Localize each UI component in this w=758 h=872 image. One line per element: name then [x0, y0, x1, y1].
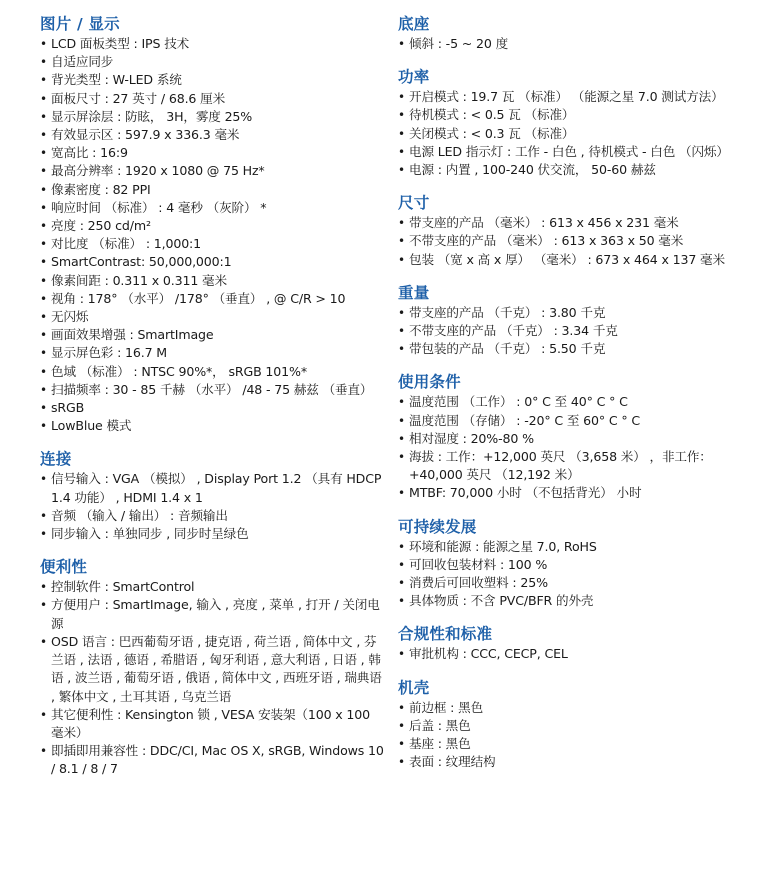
spec-item: • 像素密度 : 82 PPI	[40, 181, 386, 199]
spec-list	[398, 393, 743, 502]
spec-section	[398, 624, 743, 663]
spec-item: • 审批机构 : CCC, CECP, CEL	[398, 645, 743, 663]
spec-item: • 带支座的产品 （毫米） : 613 x 456 x 231 毫米	[398, 214, 743, 232]
spec-item: • 背光类型 : W-LED 系统	[40, 71, 386, 89]
section-title: 功率	[398, 68, 430, 87]
spec-column-right	[398, 14, 743, 785]
spec-list	[398, 645, 743, 663]
spec-item: • 音频 （输入 / 输出） : 音频输出	[40, 507, 386, 525]
spec-list	[40, 470, 386, 543]
spec-item: • 消费后可回收塑料 : 25%	[398, 574, 743, 592]
section-title: 合规性和标准	[398, 625, 493, 644]
spec-item: • MTBF: 70,000 小时 （不包括背光） 小时	[398, 484, 743, 502]
section-title: 连接	[40, 450, 72, 469]
spec-list	[398, 88, 743, 179]
spec-item: • OSD 语言 : 巴西葡萄牙语 , 捷克语 , 荷兰语 , 简体中文 , 芬兰语 , 法语 , 德语 , 希腊语 , 匈牙利语 , 意大利语 , 日语 , 韩语 , 波兰语 , 葡萄牙语 , 俄语 , 简体中文 , 西班牙语 , 瑞典语 , 繁体中文 , 土耳其语 , 乌克兰语	[40, 633, 386, 706]
spec-section	[398, 372, 743, 502]
spec-item: • 环境和能源 : 能源之星 7.0, RoHS	[398, 538, 743, 556]
section-title: 重量	[398, 283, 430, 302]
spec-column-left	[40, 14, 386, 793]
spec-item: • 带支座的产品 （千克） : 3.80 千克	[398, 304, 743, 322]
spec-list	[398, 699, 743, 772]
spec-item: • 前边框 : 黑色	[398, 699, 743, 717]
spec-item: • 倾斜 : -5 ~ 20 度	[398, 35, 743, 53]
spec-item: • 面板尺寸 : 27 英寸 / 68.6 厘米	[40, 90, 386, 108]
spec-item: • 带包装的产品 （千克） : 5.50 千克	[398, 340, 743, 358]
spec-section	[398, 14, 743, 53]
spec-list	[398, 214, 743, 269]
spec-section	[40, 449, 386, 543]
spec-item: • 响应时间 （标准） : 4 毫秒 （灰阶） *	[40, 199, 386, 217]
spec-item: • 具体物质 : 不含 PVC/BFR 的外壳	[398, 592, 743, 610]
spec-item: • 关闭模式 : < 0.3 瓦 （标准）	[398, 125, 743, 143]
section-title: 尺寸	[398, 194, 430, 213]
spec-list	[398, 304, 743, 359]
section-title: 便利性	[40, 558, 88, 577]
spec-item: • 相对湿度 : 20%-80 %	[398, 430, 743, 448]
spec-item: • 宽高比 : 16:9	[40, 144, 386, 162]
spec-item: • 不带支座的产品 （千克） : 3.34 千克	[398, 322, 743, 340]
spec-item: • 电源 : 内置 , 100-240 伏交流， 50-60 赫兹	[398, 161, 743, 179]
spec-section	[398, 283, 743, 359]
spec-item: • 亮度 : 250 cd/m²	[40, 217, 386, 235]
spec-item: • 基座 : 黑色	[398, 735, 743, 753]
spec-list	[398, 538, 743, 611]
spec-item: • 对比度 （标准） : 1,000:1	[40, 235, 386, 253]
spec-item: • 不带支座的产品 （毫米） : 613 x 363 x 50 毫米	[398, 232, 743, 250]
spec-list	[40, 35, 386, 435]
spec-item: • 可回收包装材料 : 100 %	[398, 556, 743, 574]
spec-item: • 表面 : 纹理结构	[398, 753, 743, 771]
spec-item: • LowBlue 模式	[40, 417, 386, 435]
spec-section	[398, 193, 743, 269]
section-title: 可持续发展	[398, 517, 477, 536]
spec-item: • 温度范围 （存储） : -20° C 至 60° C ° C	[398, 412, 743, 430]
spec-item: • 方便用户 : SmartImage, 输入 , 亮度 , 菜单 , 打开 / 关闭电源	[40, 596, 386, 632]
spec-item: • 色域 （标准） : NTSC 90%*， sRGB 101%*	[40, 363, 386, 381]
spec-item: • 海拔 : 工作：+12,000 英尺 （3,658 米） ，非工作：+40,000 英尺 （12,192 米）	[398, 448, 743, 484]
spec-item: • 信号输入 : VGA （模拟） , Display Port 1.2 （具有 HDCP 1.4 功能） , HDMI 1.4 x 1	[40, 470, 386, 506]
spec-item: • 开启模式 : 19.7 瓦 （标准） （能源之星 7.0 测试方法）	[398, 88, 743, 106]
spec-section	[398, 517, 743, 611]
spec-section	[40, 14, 386, 435]
section-title: 机壳	[398, 678, 430, 697]
spec-item: • SmartContrast: 50,000,000:1	[40, 253, 386, 271]
section-title: 底座	[398, 15, 430, 33]
spec-item: • 画面效果增强 : SmartImage	[40, 326, 386, 344]
spec-item: • 有效显示区 : 597.9 x 336.3 毫米	[40, 126, 386, 144]
spec-item: • 后盖 : 黑色	[398, 717, 743, 735]
spec-list	[40, 578, 386, 778]
spec-item: • sRGB	[40, 399, 386, 417]
section-title: 使用条件	[398, 373, 461, 392]
spec-section	[398, 67, 743, 179]
spec-item: • 电源 LED 指示灯 : 工作 - 白色 , 待机模式 - 白色 （闪烁）	[398, 143, 743, 161]
spec-item: • 像素间距 : 0.311 x 0.311 毫米	[40, 272, 386, 290]
spec-item: • 其它便利性 : Kensington 锁 , VESA 安装架（100 x 100 毫米）	[40, 706, 386, 742]
section-title: 图片 / 显示	[40, 15, 120, 33]
spec-item: • 扫描频率 : 30 - 85 千赫 （水平） /48 - 75 赫兹 （垂直）	[40, 381, 386, 399]
spec-item: • 温度范围 （工作） : 0° C 至 40° C ° C	[398, 393, 743, 411]
spec-item: • 同步输入 : 单独同步 , 同步时呈绿色	[40, 525, 386, 543]
spec-item: • 无闪烁	[40, 308, 386, 326]
spec-section	[40, 557, 386, 778]
spec-item: • 控制软件 : SmartControl	[40, 578, 386, 596]
spec-item: • 即插即用兼容性 : DDC/CI, Mac OS X, sRGB, Windows 10 / 8.1 / 8 / 7	[40, 742, 386, 778]
spec-item: • 自适应同步	[40, 53, 386, 71]
spec-item: • 视角 : 178° （水平） /178° （垂直） , @ C/R > 10	[40, 290, 386, 308]
spec-item: • LCD 面板类型 : IPS 技术	[40, 35, 386, 53]
spec-list	[398, 35, 743, 53]
spec-item: • 显示屏涂层 : 防眩， 3H，雾度 25%	[40, 108, 386, 126]
spec-item: • 最高分辨率 : 1920 x 1080 @ 75 Hz*	[40, 162, 386, 180]
spec-item: • 包装 （宽 x 高 x 厚） （毫米） : 673 x 464 x 137 毫米	[398, 251, 743, 269]
spec-section	[398, 678, 743, 772]
spec-item: • 待机模式 : < 0.5 瓦 （标准）	[398, 106, 743, 124]
spec-item: • 显示屏色彩 : 16.7 M	[40, 344, 386, 362]
